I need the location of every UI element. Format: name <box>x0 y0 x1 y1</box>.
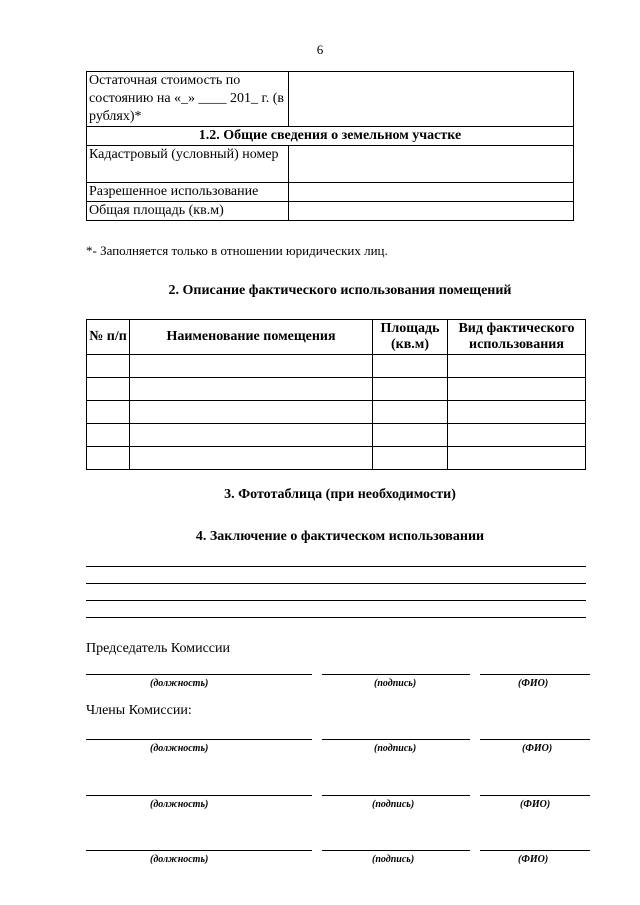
table-row <box>87 424 586 447</box>
cadastral-number-cell <box>289 146 574 183</box>
caption-signature: (подпись) <box>374 678 417 689</box>
section-4-title: 4. Заключение о фактическом использовании <box>195 529 485 544</box>
conclusion-line <box>86 566 586 567</box>
caption-position: (должность) <box>150 743 209 754</box>
page-number: 6 <box>316 42 324 57</box>
table-row <box>87 146 574 183</box>
table-row <box>87 401 586 424</box>
permitted-use-label: Разрешенное использование <box>87 183 289 202</box>
caption-position: (должность) <box>150 799 209 810</box>
conclusion-line <box>86 583 586 584</box>
table-row <box>87 202 574 221</box>
footnote: *- Заполняется только в отношении юридических лиц. <box>86 243 388 258</box>
col-usage-header: Вид фактического использования <box>448 320 586 355</box>
residual-value-label: Остаточная стоимость по состоянию на «_» ____ 201_ г. (в рублях)* <box>87 72 289 127</box>
position-line <box>86 739 312 740</box>
caption-position: (должность) <box>150 854 209 865</box>
caption-signature: (подпись) <box>372 854 415 865</box>
caption-name: (ФИО) <box>522 743 553 754</box>
caption-name: (ФИО) <box>518 678 549 689</box>
signature-line <box>322 674 470 675</box>
conclusion-line <box>86 617 586 618</box>
total-area-cell <box>289 202 574 221</box>
members-label: Члены Комиссии: <box>86 703 192 718</box>
position-line <box>86 674 312 675</box>
table-row <box>87 447 586 470</box>
caption-name: (ФИО) <box>520 799 551 810</box>
permitted-use-cell <box>289 183 574 202</box>
signature-line <box>322 739 470 740</box>
signature-line <box>322 850 470 851</box>
table-row <box>87 355 586 378</box>
name-line <box>480 674 590 675</box>
section-1-2-title: 1.2. Общие сведения о земельном участке <box>87 127 574 146</box>
position-line <box>86 795 312 796</box>
caption-signature: (подпись) <box>374 743 417 754</box>
table-row <box>87 72 574 127</box>
name-line <box>480 739 590 740</box>
col-area-header: Площадь (кв.м) <box>373 320 448 355</box>
name-line <box>480 795 590 796</box>
chairman-label: Председатель Комиссии <box>86 641 230 656</box>
table-row <box>87 127 574 146</box>
caption-name: (ФИО) <box>518 854 549 865</box>
residual-value-cell <box>289 72 574 127</box>
signature-line <box>322 795 470 796</box>
name-line <box>480 850 590 851</box>
cadastral-number-label: Кадастровый (условный) номер <box>87 146 289 183</box>
caption-signature: (подпись) <box>372 799 415 810</box>
table-row <box>87 378 586 401</box>
table-row <box>87 183 574 202</box>
total-area-label: Общая площадь (кв.м) <box>87 202 289 221</box>
position-line <box>86 850 312 851</box>
section-3-title: 3. Фототаблица (при необходимости) <box>224 487 456 502</box>
col-name-header: Наименование помещения <box>130 320 373 355</box>
premises-usage-table <box>86 319 586 470</box>
caption-position: (должность) <box>150 678 209 689</box>
section-2-title: 2. Описание фактического использования помещений <box>168 283 512 298</box>
table-header-row <box>87 320 586 355</box>
conclusion-line <box>86 600 586 601</box>
col-number-header: № п/п <box>87 320 130 355</box>
property-info-table <box>86 71 574 221</box>
